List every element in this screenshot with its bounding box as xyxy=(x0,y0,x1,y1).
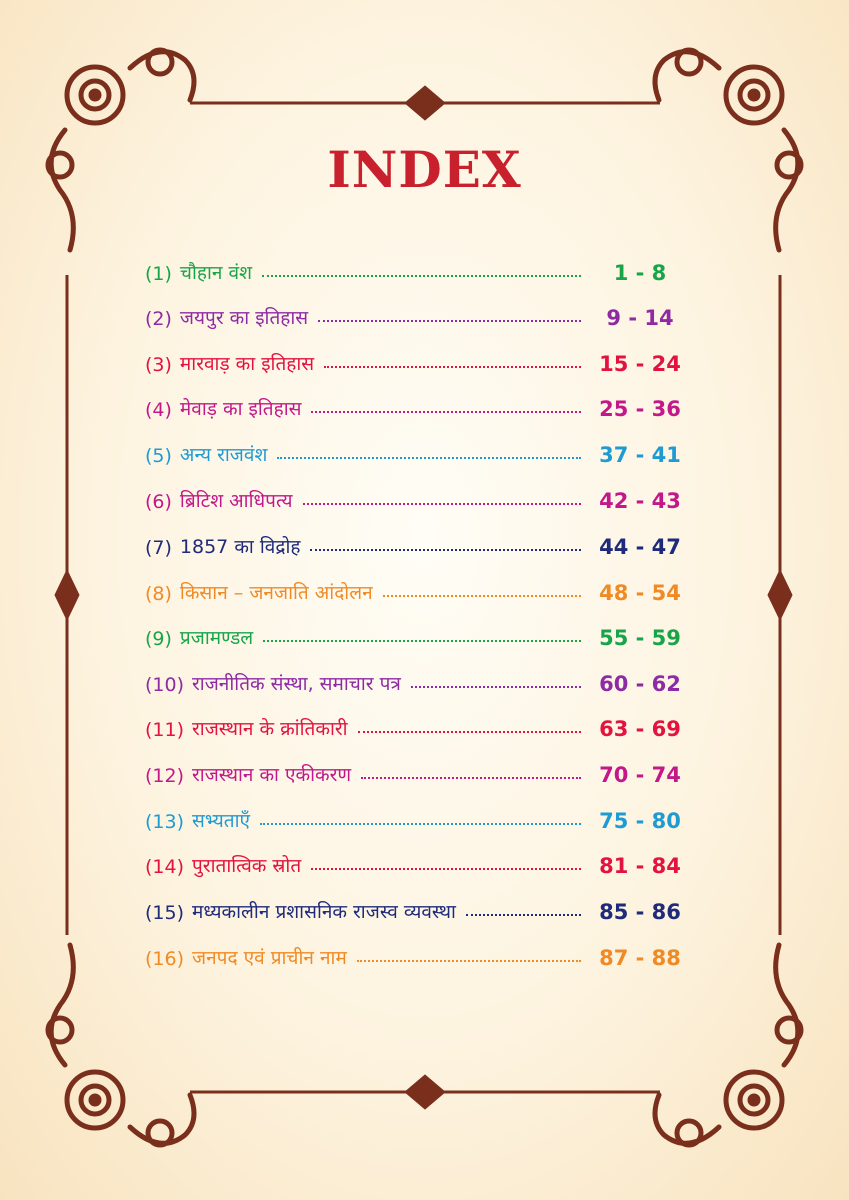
entry-pages: 87 - 88 xyxy=(599,946,681,970)
corner-flourish-bottom-right xyxy=(655,945,801,1145)
right-diamond-ornament xyxy=(768,570,792,620)
dot-leader xyxy=(311,868,581,870)
entry-pages: 48 - 54 xyxy=(599,581,681,605)
index-entry[interactable] xyxy=(145,529,685,559)
entry-number: (9) xyxy=(145,628,172,650)
entry-title: मेवाड़ का इतिहास xyxy=(179,398,302,420)
dot-leader xyxy=(262,275,581,277)
dot-leader xyxy=(411,686,581,688)
entry-title: पुरातात्विक स्रोत xyxy=(192,855,302,877)
entry-pages: 25 - 36 xyxy=(599,397,681,421)
entry-number: (1) xyxy=(145,263,172,285)
entry-number: (5) xyxy=(145,445,172,467)
entry-title: प्रजामण्डल xyxy=(179,627,254,649)
entry-title: अन्य राजवंश xyxy=(179,444,268,466)
entry-number: (15) xyxy=(145,902,185,924)
entry-number: (6) xyxy=(145,491,172,513)
index-entry[interactable] xyxy=(145,848,685,878)
dot-leader xyxy=(277,457,581,459)
dot-leader xyxy=(466,914,581,916)
dot-leader xyxy=(361,777,581,779)
entry-title: मारवाड़ का इतिहास xyxy=(179,353,315,375)
index-entry[interactable] xyxy=(145,483,685,513)
index-entry[interactable] xyxy=(145,666,685,696)
entry-title: मध्यकालीन प्रशासनिक राजस्व व्यवस्था xyxy=(192,901,456,923)
entry-number: (13) xyxy=(145,811,185,833)
entry-number: (2) xyxy=(145,308,172,330)
page-title: INDEX xyxy=(327,140,522,199)
entry-pages: 1 - 8 xyxy=(613,261,667,285)
index-entry[interactable] xyxy=(145,575,685,605)
entry-title: सभ्यताएँ xyxy=(192,810,251,832)
entry-number: (16) xyxy=(145,948,185,970)
entry-pages: 42 - 43 xyxy=(599,489,681,513)
entry-pages: 75 - 80 xyxy=(599,809,681,833)
index-entry[interactable] xyxy=(145,255,685,285)
entry-title: चौहान वंश xyxy=(179,262,252,284)
entry-pages: 60 - 62 xyxy=(599,672,681,696)
entry-pages: 85 - 86 xyxy=(599,900,681,924)
dot-leader xyxy=(303,503,582,505)
index-entry[interactable] xyxy=(145,803,685,833)
entry-pages: 37 - 41 xyxy=(599,443,681,467)
index-entry[interactable] xyxy=(145,894,685,924)
dot-leader xyxy=(357,960,581,962)
entry-number: (12) xyxy=(145,765,185,787)
entry-number: (8) xyxy=(145,583,172,605)
index-entry[interactable] xyxy=(145,940,685,970)
dot-leader xyxy=(263,640,581,642)
entry-pages: 70 - 74 xyxy=(599,763,681,787)
index-entry[interactable] xyxy=(145,757,685,787)
entry-pages: 63 - 69 xyxy=(599,717,681,741)
entry-pages: 44 - 47 xyxy=(599,535,681,559)
dot-leader xyxy=(310,549,581,551)
dot-leader xyxy=(358,731,581,733)
entry-number: (10) xyxy=(145,674,185,696)
entry-number: (11) xyxy=(145,719,185,741)
entry-title: राजनीतिक संस्था, समाचार पत्र xyxy=(192,673,401,695)
entry-title: जयपुर का इतिहास xyxy=(179,307,309,329)
index-entry[interactable] xyxy=(145,437,685,467)
entry-pages: 81 - 84 xyxy=(599,854,681,878)
top-diamond-ornament xyxy=(405,86,445,120)
index-entry[interactable] xyxy=(145,391,685,421)
bottom-diamond-ornament xyxy=(405,1075,445,1109)
entry-title: किसान – जनजाति आंदोलन xyxy=(179,582,373,604)
entry-title: राजस्थान का एकीकरण xyxy=(192,764,352,786)
left-diamond-ornament xyxy=(55,570,79,620)
dot-leader xyxy=(260,823,581,825)
entry-number: (14) xyxy=(145,856,185,878)
entry-pages: 15 - 24 xyxy=(599,352,681,376)
dot-leader xyxy=(324,366,581,368)
corner-flourish-bottom-left xyxy=(48,945,194,1145)
entry-pages: 9 - 14 xyxy=(606,306,674,330)
entry-number: (4) xyxy=(145,399,172,421)
entry-title: 1857 का विद्रोह xyxy=(179,536,301,558)
entry-title: राजस्थान के क्रांतिकारी xyxy=(192,718,348,740)
entry-title: ब्रिटिश आधिपत्य xyxy=(179,490,293,512)
dot-leader xyxy=(383,595,581,597)
index-entry[interactable] xyxy=(145,711,685,741)
dot-leader xyxy=(311,411,581,413)
index-entry[interactable] xyxy=(145,300,685,330)
index-entry[interactable] xyxy=(145,620,685,650)
entry-number: (3) xyxy=(145,354,172,376)
entry-pages: 55 - 59 xyxy=(599,626,681,650)
entry-title: जनपद एवं प्राचीन नाम xyxy=(192,947,347,969)
entry-number: (7) xyxy=(145,537,172,559)
index-entry[interactable] xyxy=(145,346,685,376)
dot-leader xyxy=(318,320,581,322)
